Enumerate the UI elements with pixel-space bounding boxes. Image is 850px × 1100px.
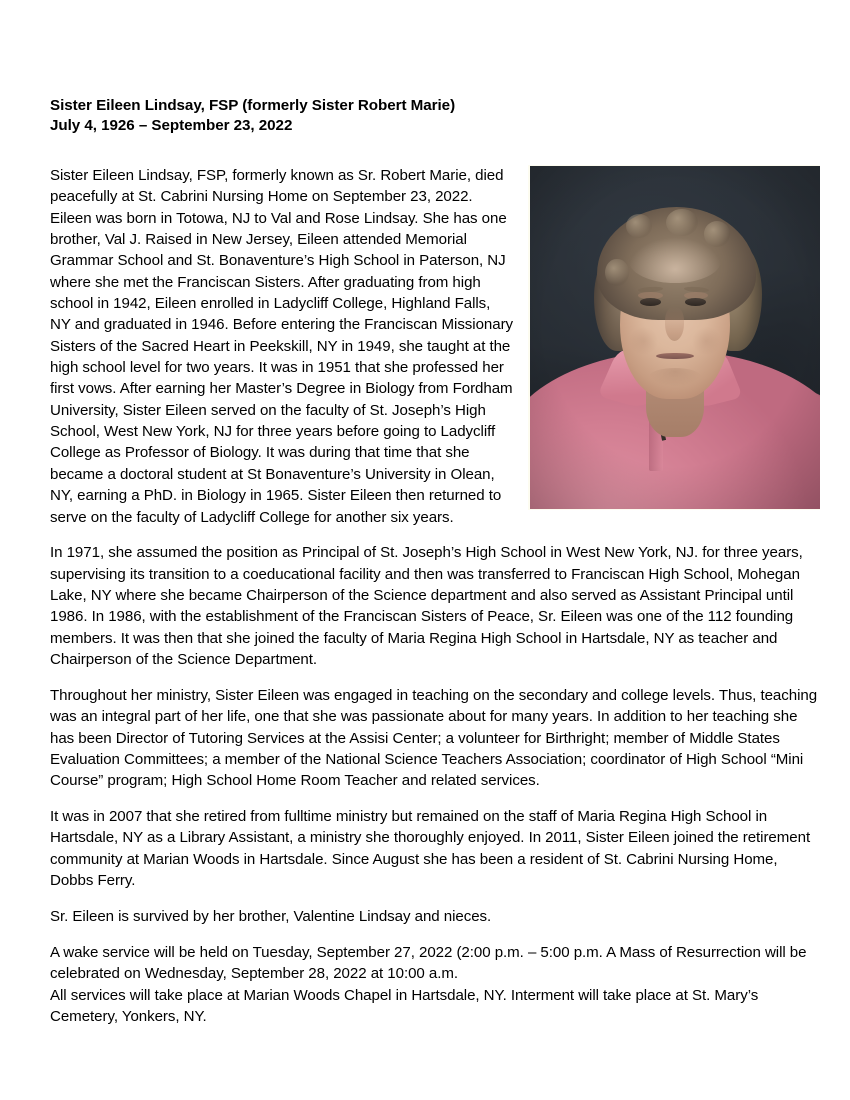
portrait-frame (530, 166, 820, 509)
paragraph-services-location: All services will take place at Marian Woods Chapel in Hartsdale, NY. Interment will take place at St. Mary’s Cemetery, Yonkers, NY. (50, 986, 759, 1025)
page-title (50, 96, 820, 135)
obituary-body (50, 165, 820, 1042)
paragraph-ministry: Throughout her ministry, Sister Eileen was engaged in teaching on the secondary and college levels. Thus, teaching was an integral part of her life, one that she was passionate about for many years. In addition to her teaching she has been Director of Tutoring Services at the Assisi Center; a volunteer for Birthright; member of Middle States Evaluation Committees; a member of the National Science Teachers Association; coordinator of High School “Mini Course” program; High School Home Room Teacher and related services. (50, 686, 818, 790)
paragraph-retirement: It was in 2007 that she retired from fulltime ministry but remained on the staff of Maria Regina High School in Hartsdale, NY as a Library Assistant, a ministry she thoroughly enjoyed. In 2011, Sister Eileen joined the retirement community at Marian Woods in Hartsdale. Since August she has been a resident of St. Cabrini Nursing Home, Dobbs Ferry. (50, 808, 811, 890)
document-content (50, 96, 820, 1042)
heading-spacer (50, 135, 820, 165)
life-dates: July 4, 1926 – September 23, 2022 (50, 116, 293, 134)
paragraph-principal-career: In 1971, she assumed the position as Principal of St. Joseph’s High School in West New York, NJ. for three years, supervising its transition to a coeducational facility and then was transferred to Franciscan High School, Mohegan Lake, NY where she became Chairperson of the Science department and also served as Assistant Principal until 1986. In 1986, with the establishment of the Franciscan Sisters of Peace, Sr. Eileen was one of the 112 founding members. It was then that she joined the faculty of Maria Regina High School in Hartsdale, NY as teacher and Chairperson of the Science Department. (50, 544, 803, 669)
photo-vignette (530, 166, 820, 509)
portrait-photo (528, 165, 820, 510)
deceased-name: Sister Eileen Lindsay, FSP (formerly Sister Robert Marie) (50, 97, 456, 114)
paragraph-wake-service: A wake service will be held on Tuesday, September 27, 2022 (2:00 p.m. – 5:00 p.m. A Mass of Resurrection will be celebrated on Wednesday, September 28, 2022 at 10:00 a.m. (50, 943, 807, 983)
paragraph-survivors: Sr. Eileen is survived by her brother, Valentine Lindsay and nieces. (50, 908, 492, 925)
paragraph-biography-early: Sister Eileen Lindsay, FSP, formerly known as Sr. Robert Marie, died peacefully at St. Cabrini Nursing Home on September 23, 2022. Eileen was born in Totowa, NJ to Val and Rose Lindsay. She has one brother, Val J. Raised in New Jersey, Eileen attended Memorial Grammar School and St. Bonaventure’s High School in Paterson, NJ where she met the Franciscan Sisters. After graduating from high school in 1942, Eileen enrolled in Ladycliff College, Highland Falls, NY and graduated in 1946. Before entering the Franciscan Missionary Sisters of the Sacred Heart in Peekskill, NY in 1949, she taught at the high school level for two years. It was in 1951 that she professed her first vows. After earning her Master’s Degree in Biology from Fordham University, Sister Eileen served on the faculty of St. Joseph’s High School, West New York, NJ for three years before going to Ladycliff College as Professor of Biology. It was during that time that she became a doctoral student at St Bonaventure’s University in Olean, NY, earning a PhD. in Biology in 1965. Sister Eileen then returned to serve on the faculty of Ladycliff College for another six years. (50, 167, 514, 526)
